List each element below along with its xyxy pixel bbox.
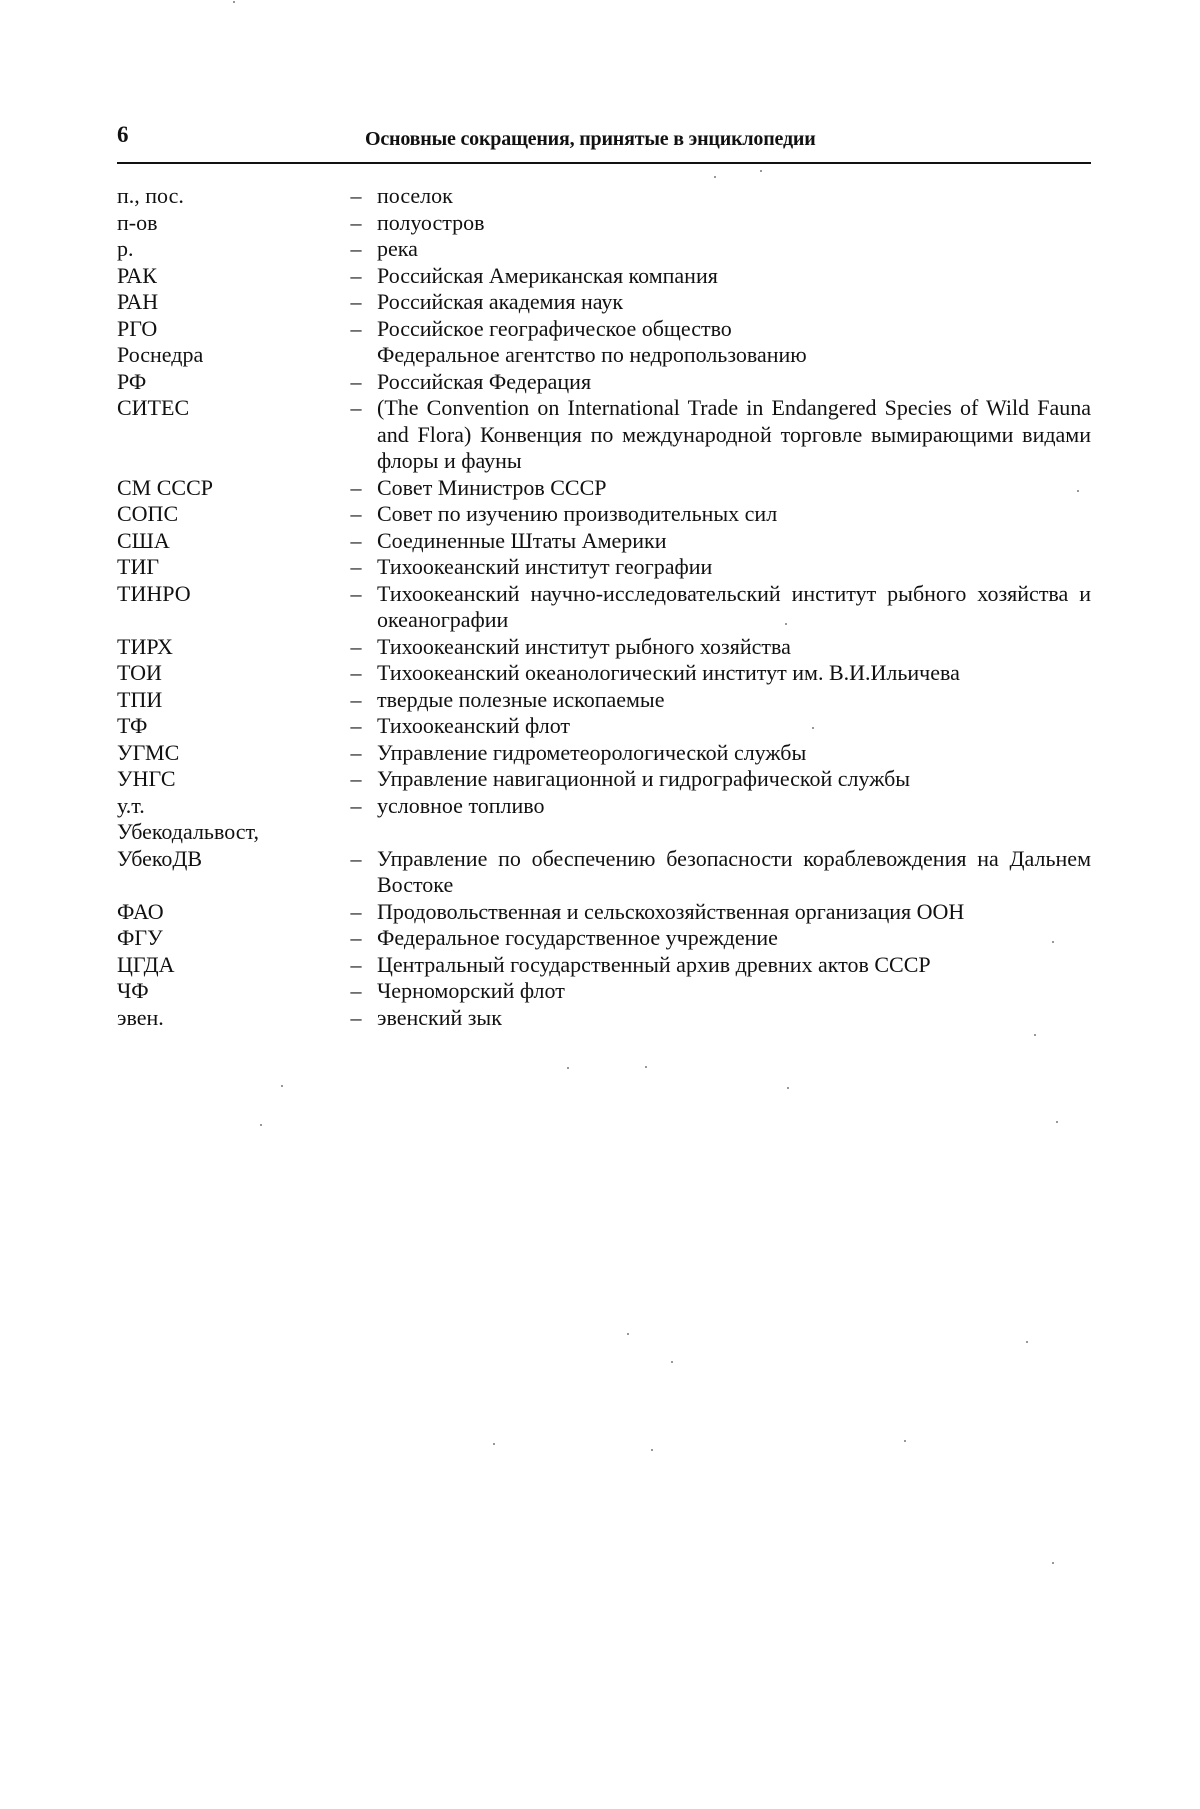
entry-dash: –: [335, 687, 377, 714]
abbreviation-meaning: Управление навигационной и гидрографической службы: [377, 766, 1091, 793]
scan-speck: [760, 170, 762, 172]
abbreviation-entry: [117, 634, 1091, 661]
abbreviation-term: п., пос.: [117, 183, 335, 210]
entry-dash: –: [335, 236, 377, 263]
abbreviation-meaning: полуостров: [377, 210, 1091, 237]
abbreviation-term-second: УбекоДВ: [117, 846, 202, 873]
scan-speck: [233, 1, 235, 3]
scan-speck: [651, 1449, 653, 1451]
scan-speck: [785, 623, 787, 625]
abbreviation-term: СОПС: [117, 501, 335, 528]
entry-dash: –: [335, 846, 377, 873]
abbreviation-term: р.: [117, 236, 335, 263]
entry-dash: –: [335, 289, 377, 316]
abbreviation-term: РФ: [117, 369, 335, 396]
abbreviation-meaning: Совет по изучению производительных сил: [377, 501, 1091, 528]
scan-speck: [627, 1333, 629, 1335]
abbreviation-entry: [117, 528, 1091, 555]
abbreviation-term: ЦГДА: [117, 952, 335, 979]
abbreviation-term: [117, 819, 335, 846]
abbreviation-meaning: Тихоокеанский научно-исследовательский институт рыбного хозяйства и океанографии: [377, 581, 1091, 634]
abbreviation-meaning: Продовольственная и сельскохозяйственная организация ООН: [377, 899, 1091, 926]
entry-dash: –: [335, 316, 377, 343]
entry-dash: –: [335, 501, 377, 528]
entry-dash: –: [335, 952, 377, 979]
abbreviation-entry: [117, 369, 1091, 396]
abbreviation-entry: [117, 925, 1091, 952]
scan-speck: [1034, 1034, 1036, 1036]
entry-dash: –: [335, 713, 377, 740]
abbreviation-term: РГО: [117, 316, 335, 343]
abbreviation-meaning: Российское географическое общество: [377, 316, 1091, 343]
abbreviation-term: ЧФ: [117, 978, 335, 1005]
abbreviation-entry: [117, 342, 1091, 369]
abbreviation-meaning: эвенский зык: [377, 1005, 1091, 1032]
scan-speck: [1052, 1562, 1054, 1564]
entry-dash: –: [335, 978, 377, 1005]
abbreviation-entry: [117, 501, 1091, 528]
page-header: [117, 118, 1091, 164]
scan-speck: [1026, 1341, 1028, 1343]
abbreviation-meaning: Федеральное государственное учреждение: [377, 925, 1091, 952]
abbreviation-meaning: Совет Министров СССР: [377, 475, 1091, 502]
entry-dash: –: [335, 1005, 377, 1032]
scan-speck: [493, 1443, 495, 1445]
abbreviation-meaning: Тихоокеанский институт географии: [377, 554, 1091, 581]
abbreviation-entry: [117, 766, 1091, 793]
entry-dash: –: [335, 766, 377, 793]
abbreviation-entry: [117, 1005, 1091, 1032]
abbreviation-meaning: Тихоокеанский океанологический институт им. В.И.Ильичева: [377, 660, 1091, 687]
abbreviation-entry: [117, 581, 1091, 634]
abbreviation-term: РАН: [117, 289, 335, 316]
scan-speck: [260, 1124, 262, 1126]
running-head: Основные сокращения, принятые в энциклопедии: [365, 128, 816, 151]
abbreviation-term: СИТЕС: [117, 395, 335, 422]
abbreviation-meaning: твердые полезные ископаемые: [377, 687, 1091, 714]
entry-dash: –: [335, 395, 377, 422]
entry-dash: –: [335, 660, 377, 687]
abbreviation-term: ТИРХ: [117, 634, 335, 661]
abbreviation-meaning: условное топливо: [377, 793, 1091, 820]
abbreviation-meaning: поселок: [377, 183, 1091, 210]
abbreviation-entry: [117, 395, 1091, 475]
scan-speck: [812, 727, 814, 729]
scan-speck: [787, 1087, 789, 1089]
abbreviation-term: п-ов: [117, 210, 335, 237]
abbreviation-meaning: река: [377, 236, 1091, 263]
abbreviation-meaning: Российская Федерация: [377, 369, 1091, 396]
scan-speck: [1077, 490, 1079, 492]
abbreviation-entry: [117, 210, 1091, 237]
entry-dash: –: [335, 528, 377, 555]
entry-dash: –: [335, 183, 377, 210]
abbreviation-entry: [117, 978, 1091, 1005]
abbreviation-term: ТОИ: [117, 660, 335, 687]
abbreviation-entry: [117, 793, 1091, 820]
entry-dash: –: [335, 475, 377, 502]
abbreviation-term: УНГС: [117, 766, 335, 793]
abbreviation-entry: [117, 952, 1091, 979]
entry-dash: –: [335, 210, 377, 237]
entry-dash: –: [335, 925, 377, 952]
entry-dash: –: [335, 899, 377, 926]
abbreviation-entry: [117, 263, 1091, 290]
entry-dash: –: [335, 634, 377, 661]
abbreviation-entry: [117, 687, 1091, 714]
abbreviation-term: ФАО: [117, 899, 335, 926]
scan-speck: [281, 1085, 283, 1087]
abbreviation-meaning: Управление гидрометеорологической службы: [377, 740, 1091, 767]
abbreviation-meaning: (The Convention on International Trade in Endangered Species of Wild Fauna and Flora) Конвенция по международной торговле вымирающими видами флоры и фауны: [377, 395, 1091, 475]
entry-dash: –: [335, 263, 377, 290]
abbreviation-meaning: Тихоокеанский институт рыбного хозяйства: [377, 634, 1091, 661]
entry-dash: –: [335, 581, 377, 608]
document-page: [0, 0, 1200, 1809]
abbreviation-meaning: Российская Американская компания: [377, 263, 1091, 290]
abbreviation-term: ТИГ: [117, 554, 335, 581]
abbreviation-term: СМ СССР: [117, 475, 335, 502]
abbreviation-term: Роснедра: [117, 342, 335, 369]
abbreviation-term: ТИНРО: [117, 581, 335, 608]
abbreviation-term: УГМС: [117, 740, 335, 767]
page-number: 6: [117, 122, 129, 148]
scan-speck: [1052, 941, 1054, 943]
abbreviation-entry: [117, 819, 1091, 899]
abbreviation-term: ТФ: [117, 713, 335, 740]
abbreviation-meaning: Тихоокеанский флот: [377, 713, 1091, 740]
abbreviation-entry: [117, 289, 1091, 316]
abbreviation-entry: [117, 660, 1091, 687]
entry-dash: –: [335, 740, 377, 767]
abbreviation-term-first: Убекодальвост,: [117, 819, 259, 844]
entry-dash: –: [335, 369, 377, 396]
abbreviation-entry: [117, 475, 1091, 502]
abbreviation-entry: [117, 236, 1091, 263]
scan-speck: [1056, 1121, 1058, 1123]
abbreviation-meaning: Российская академия наук: [377, 289, 1091, 316]
scan-speck: [904, 1440, 906, 1442]
abbreviation-entry: [117, 183, 1091, 210]
entry-dash: –: [335, 554, 377, 581]
abbreviation-meaning: Центральный государственный архив древних актов СССР: [377, 952, 1091, 979]
abbreviation-term: ФГУ: [117, 925, 335, 952]
abbreviation-term: РАК: [117, 263, 335, 290]
abbreviation-entry: [117, 316, 1091, 343]
abbreviation-meaning: Черноморский флот: [377, 978, 1091, 1005]
abbreviation-list: [117, 183, 1091, 1031]
scan-speck: [714, 176, 716, 178]
abbreviation-entry: [117, 713, 1091, 740]
entry-dash: –: [335, 793, 377, 820]
abbreviation-term: ТПИ: [117, 687, 335, 714]
scan-speck: [645, 1066, 647, 1068]
abbreviation-meaning: Соединенные Штаты Америки: [377, 528, 1091, 555]
abbreviation-entry: [117, 554, 1091, 581]
scan-speck: [671, 1361, 673, 1363]
abbreviation-entry: [117, 740, 1091, 767]
abbreviation-meaning: Управление по обеспечению безопасности кораблевождения на Дальнем Востоке: [377, 846, 1091, 899]
abbreviation-term: США: [117, 528, 335, 555]
abbreviation-term: у.т.: [117, 793, 335, 820]
abbreviation-term: эвен.: [117, 1005, 335, 1032]
abbreviation-entry: [117, 899, 1091, 926]
scan-speck: [567, 1067, 569, 1069]
abbreviation-meaning: Федеральное агентство по недропользованию: [377, 342, 1091, 369]
